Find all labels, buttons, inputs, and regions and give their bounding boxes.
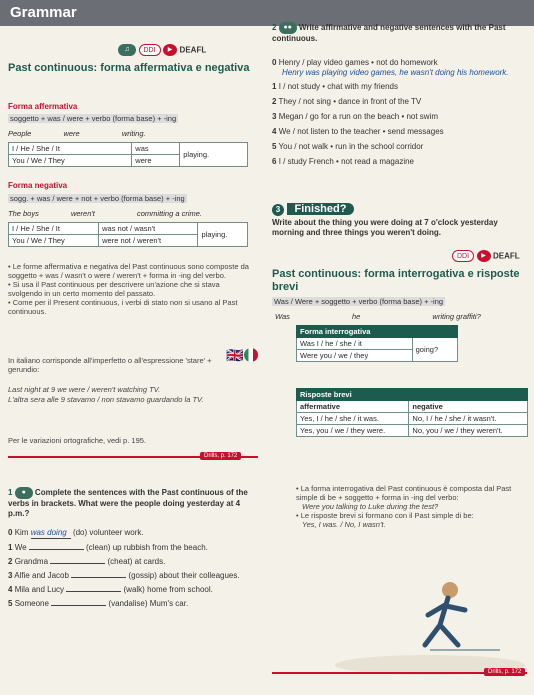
item-number: 0	[8, 528, 13, 537]
bullet-item: • La forma interrogativa del Past continuous è composta dal Past simple di be + soggetto + forma in -ing del verbo:	[296, 484, 512, 502]
ex1-item	[8, 528, 253, 539]
neg-cell: were not / weren't	[99, 235, 198, 247]
bullet-list-right	[296, 484, 528, 529]
ex2-list	[272, 58, 527, 172]
audio-icon[interactable]: ♫	[118, 44, 136, 56]
ex1-number: 1	[8, 488, 13, 498]
italian-ex-en: Last night at 9 we were / weren't watching TV.	[8, 385, 161, 394]
short-cell: No, you / we / they weren't.	[409, 425, 528, 437]
int-cell: Was I / he / she / it	[297, 338, 413, 350]
int-ex-verb: writing graffiti?	[432, 312, 481, 321]
int-table	[296, 325, 458, 362]
int-formula-text: Was / Were + soggetto + verbo (forma base) + -ing	[274, 297, 444, 306]
ex1-instructions: Complete the sentences with the Past continuous of the verbs in brackets. What were the people doing yesterday at 4 p.m.?	[8, 488, 248, 518]
bullet-text: Le risposte brevi si formano con il Past simple di be:	[300, 511, 474, 520]
neg-formula	[8, 194, 187, 203]
aff-ex-subj: People	[8, 129, 32, 138]
int-verb-cell: going?	[412, 338, 457, 362]
play-icon[interactable]: ▶	[477, 250, 491, 262]
short-answers-table	[296, 388, 528, 437]
finished-badge: Finished?	[287, 203, 355, 215]
aff-cell: were	[132, 155, 180, 167]
bullet-text: Come per il Present continuous, i verbi di stato non si usano al Past continuous.	[8, 298, 238, 316]
neg-formula-text: sogg. + was / were + not + verbo (forma base) + -ing	[10, 194, 185, 203]
ex1-item	[8, 571, 253, 581]
deafl-icon[interactable]: DEAFL	[493, 251, 520, 261]
item-number: 2	[8, 557, 13, 566]
ex1-item	[8, 543, 253, 553]
item-rest: (do) volunteer work.	[72, 528, 144, 537]
drills-link[interactable]: Drills, p. 172	[484, 668, 525, 676]
ex1-answer-input[interactable]	[50, 563, 105, 564]
item-prompt: You / not walk • run in the school corridor	[278, 142, 424, 151]
ex2-number: 2	[272, 23, 277, 33]
item-number: 1	[272, 82, 277, 91]
icon-row-left	[118, 44, 206, 56]
ex2-item	[272, 142, 527, 152]
bullet-item: • Si usa il Past continuous per descrivere un'azione che si stava svolgendo in un certo momento del passato.	[8, 280, 220, 298]
item-number: 4	[8, 585, 13, 594]
aff-cell: I / He / She / It	[9, 143, 132, 155]
neg-cell: was not / wasn't	[99, 223, 198, 235]
italian-ex-it: L'altra sera alle 9 stavamo / non stavamo guardando la TV.	[8, 395, 204, 404]
neg-ex-subj: The boys	[8, 209, 39, 218]
item-number: 6	[272, 157, 277, 166]
short-cell: Yes, I / he / she / it was.	[297, 413, 409, 425]
aff-label: Forma affermativa	[8, 102, 78, 111]
int-ex-subj: he	[351, 312, 361, 321]
ex2-item	[272, 127, 527, 137]
ex2-instructions: Write affirmative and negative sentences with the Past continuous.	[272, 23, 506, 43]
aff-cell: You / We / They	[9, 155, 132, 167]
bullet-item: • Le forme affermativa e negativa del Past continuous sono composte da soggetto + was / wasn't o were / weren't + forma in -ing del verbo.	[8, 262, 249, 280]
ddi-icon[interactable]: DDI	[139, 44, 161, 56]
item-number: 0	[272, 58, 277, 67]
aff-example	[8, 129, 258, 138]
ex1-item	[8, 599, 253, 609]
short-table-header: Risposte brevi	[297, 389, 528, 401]
item-subject: Grandma	[14, 557, 49, 566]
item-prompt: I / study French • not read a magazine	[278, 157, 415, 166]
page-title: Grammar	[10, 4, 77, 21]
int-ex-sentence: Were you talking to Luke during the test?	[302, 502, 439, 511]
bullet-item: • Le risposte brevi si formano con il Past simple di be:	[296, 511, 474, 520]
neg-cell: I / He / She / It	[9, 223, 99, 235]
ex1-answer-input[interactable]	[71, 577, 126, 578]
item-subject: Someone	[14, 599, 49, 608]
spelling-note: Per le variazioni ortografiche, vedi p. 195.	[8, 436, 146, 445]
item-rest: (clean) up rubbish from the beach.	[86, 543, 208, 552]
ex1-icon: ●	[15, 487, 33, 499]
item-prompt: Henry / play video games • not do homework	[278, 58, 438, 67]
item-subject: Kim	[14, 528, 29, 537]
deafl-icon[interactable]: DEAFL	[179, 45, 207, 55]
ex3-number: 3	[272, 204, 284, 216]
ex2-title	[272, 22, 527, 44]
item-rest: (vandalise) Mum's car.	[108, 599, 189, 608]
ex1-answer-input[interactable]: was doing	[31, 528, 71, 539]
ex2-item	[272, 157, 527, 167]
item-number: 3	[8, 571, 13, 580]
aff-ex-verb: writing.	[121, 129, 146, 138]
ex1-answer-input[interactable]	[66, 591, 121, 592]
neg-cell: You / We / They	[9, 235, 99, 247]
ex2-icon: ●●	[279, 22, 297, 34]
item-number: 4	[272, 127, 277, 136]
item-number: 5	[272, 142, 277, 151]
item-number: 2	[272, 97, 277, 106]
neg-ex-aux: weren't	[70, 209, 95, 218]
section-title-interrogativa: Past continuous: forma interrogativa e risposte brevi	[272, 268, 520, 293]
ex2-item	[272, 97, 527, 107]
aff-cell: was	[132, 143, 180, 155]
ex2-item	[272, 58, 527, 68]
short-col: negative	[409, 401, 528, 413]
item-rest: (gossip) about their colleagues.	[128, 571, 240, 580]
ex1-answer-input[interactable]	[51, 605, 106, 606]
ex1-item	[8, 557, 253, 567]
ex2-item	[272, 82, 527, 92]
ex1-list	[8, 528, 253, 613]
flag-it-icon	[244, 348, 258, 362]
item-number: 3	[272, 112, 277, 121]
short-cell: No, I / he / she / it wasn't.	[409, 413, 528, 425]
neg-table	[8, 222, 248, 247]
ex3-text: Write about the thing you were doing at 7 o'clock yesterday morning and three things you weren't doing.	[272, 218, 498, 237]
item-number: 5	[8, 599, 13, 608]
aff-formula-text: soggetto + was / were + verbo (forma base) + -ing	[10, 114, 177, 123]
neg-label: Forma negativa	[8, 181, 68, 190]
int-formula	[272, 297, 445, 306]
item-prompt: We / not listen to the teacher • send messages	[278, 127, 444, 136]
int-table-header: Forma interrogativa	[297, 326, 458, 338]
bullet-item: • Come per il Present continuous, i verbi di stato non si usano al Past continuous.	[8, 298, 238, 316]
aff-ex-aux: were	[63, 129, 80, 138]
short-ex-sentence: Yes, I was. / No, I wasn't.	[302, 520, 386, 529]
flag-uk-icon: 🇬🇧	[226, 347, 244, 363]
section-title-affermativa: Past continuous: forma affermativa e negativa	[8, 62, 250, 74]
ddi-icon[interactable]: DDI	[452, 250, 474, 262]
ex1-item	[8, 585, 253, 595]
drills-link[interactable]: Drills, p. 172	[200, 452, 241, 460]
aff-table	[8, 142, 248, 167]
item-subject: Mila and Lucy	[14, 585, 65, 594]
ex1-title	[8, 487, 258, 519]
item-number: 1	[8, 543, 13, 552]
play-icon[interactable]: ▶	[163, 44, 177, 56]
int-ex-aux: Was	[275, 312, 290, 321]
ex1-answer-input[interactable]	[29, 549, 84, 550]
italian-note: In italiano corrisponde all'imperfetto o all'espressione 'stare' + gerundio:	[8, 356, 212, 374]
int-example	[275, 312, 525, 321]
item-rest: (cheat) at cards.	[107, 557, 166, 566]
item-subject: Alfie and Jacob	[14, 571, 69, 580]
bullet-text: Si usa il Past continuous per descrivere un'azione che si stava svolgendo in un certo momento del passato.	[8, 280, 220, 298]
bullet-text: Le forme affermativa e negativa del Past continuous sono composte da soggetto + was / wasn't o were / weren't + forma in -ing del verbo.	[8, 262, 249, 280]
item-prompt: I / not study • chat with my friends	[278, 82, 398, 91]
bullet-text: La forma interrogativa del Past continuous è composta dal Past simple di be + soggetto + forma in -ing del verbo:	[296, 484, 512, 502]
aff-verb-cell: playing.	[180, 143, 248, 167]
neg-example	[8, 209, 258, 218]
item-prompt: They / not sing • dance in front of the TV	[278, 97, 422, 106]
icon-row-right	[452, 250, 520, 262]
item-subject: We	[14, 543, 27, 552]
neg-verb-cell: playing.	[198, 223, 248, 247]
short-cell: Yes, you / we / they were.	[297, 425, 409, 437]
ex2-example-answer: Henry was playing video games, he wasn't doing his homework.	[282, 68, 509, 77]
runner-illustration	[330, 570, 530, 680]
item-rest: (walk) home from school.	[123, 585, 213, 594]
bullet-list-left	[8, 262, 253, 316]
int-cell: Were you / we / they	[297, 350, 413, 362]
aff-formula	[8, 114, 178, 123]
item-prompt: Megan / go for a run on the beach • not swim	[278, 112, 439, 121]
ex3-header	[272, 203, 354, 216]
neg-ex-verb: committing a crime.	[137, 209, 203, 218]
ex2-item	[272, 112, 527, 122]
short-col: affermative	[297, 401, 409, 413]
